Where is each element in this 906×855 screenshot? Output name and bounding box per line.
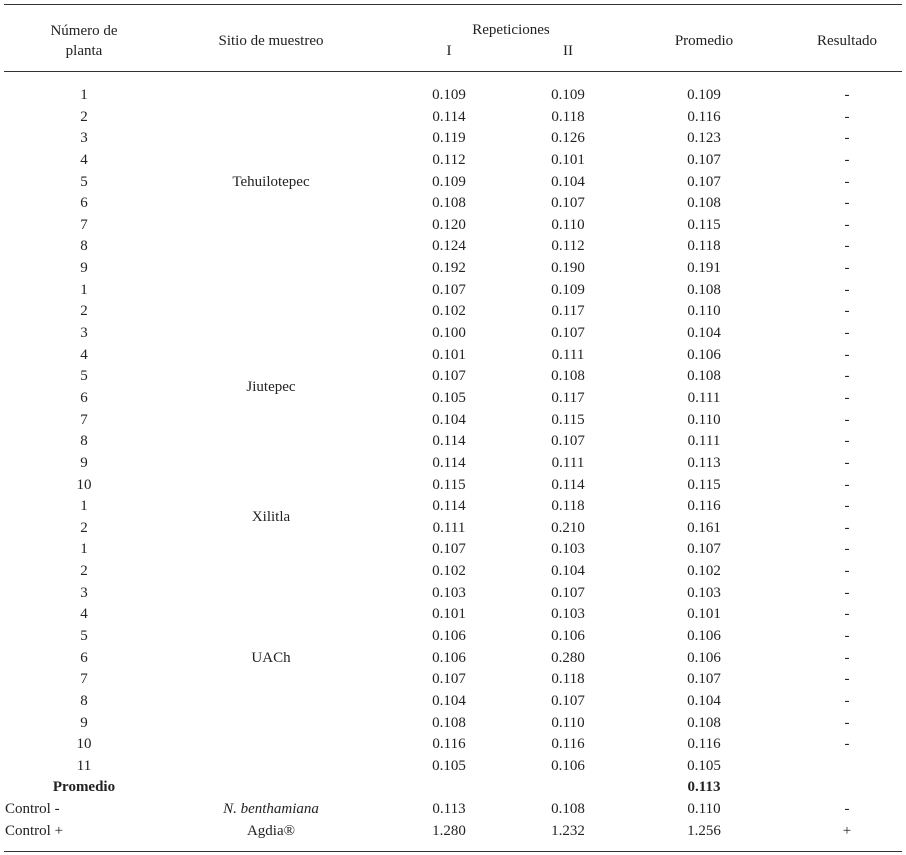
rep-i-cell: 0.105 xyxy=(432,757,466,774)
rep-i-cell: 0.107 xyxy=(432,368,466,385)
planta-cell: 8 xyxy=(80,433,88,450)
resultado-cell: - xyxy=(844,692,850,709)
promedio-cell: 0.161 xyxy=(687,519,721,536)
resultado-cell: - xyxy=(844,454,850,471)
resultado-cell: - xyxy=(844,519,850,536)
rep-ii-cell: 0.190 xyxy=(551,260,585,277)
planta-cell: 7 xyxy=(80,671,88,688)
header-planta-line1: Número de xyxy=(50,23,118,39)
resultado-cell: - xyxy=(844,216,850,233)
resultado-cell: - xyxy=(844,303,850,320)
promedio-cell: 0.107 xyxy=(687,671,721,688)
rep-ii-cell: 0.118 xyxy=(551,671,585,688)
rep-ii-cell: 0.126 xyxy=(551,130,585,147)
resultado-cell: - xyxy=(844,563,850,580)
resultado-cell: - xyxy=(844,476,850,493)
planta-cell: 4 xyxy=(80,151,88,168)
rep-i-cell: 0.124 xyxy=(432,238,466,255)
rep-ii-cell: 0.114 xyxy=(551,476,585,493)
rep-ii-cell: 0.117 xyxy=(551,303,585,320)
rep-i-cell: 0.115 xyxy=(432,476,466,493)
rep-ii-cell: 0.107 xyxy=(551,195,585,212)
promedio-cell: 0.108 xyxy=(687,368,721,385)
planta-cell: 5 xyxy=(80,173,88,190)
planta-cell: 2 xyxy=(80,303,88,320)
resultado-cell: - xyxy=(844,108,850,125)
resultado-cell: - xyxy=(844,671,850,688)
resultado-cell: - xyxy=(844,411,850,428)
planta-cell: 9 xyxy=(80,454,88,471)
rep-i-cell: 0.107 xyxy=(432,671,466,688)
rep-i-cell: 0.102 xyxy=(432,303,466,320)
planta-cell: 11 xyxy=(76,757,92,774)
promedio-cell: 0.106 xyxy=(687,628,721,644)
promedio-cell: 0.115 xyxy=(687,216,721,233)
planta-cell: 8 xyxy=(80,238,88,255)
resultado-cell: - xyxy=(844,346,850,363)
resultado-cell: - xyxy=(844,260,850,277)
planta-cell: 5 xyxy=(80,368,88,385)
rep-i-cell: 0.101 xyxy=(432,346,466,363)
rep-ii-cell: 0.109 xyxy=(551,87,585,103)
planta-cell: 4 xyxy=(80,606,88,623)
resultado-cell: - xyxy=(844,389,850,406)
rep-ii-cell: 0.111 xyxy=(551,454,585,471)
resultado-cell: - xyxy=(844,801,850,818)
rep-i-cell: 0.107 xyxy=(432,281,466,298)
rep-i-cell: 0.120 xyxy=(432,216,466,233)
resultado-cell: + xyxy=(842,822,852,839)
promedio-cell: 0.102 xyxy=(687,563,721,580)
promedio-cell: 0.111 xyxy=(687,433,721,450)
promedio-cell: 0.110 xyxy=(687,411,721,428)
rep-ii-cell: 0.111 xyxy=(551,346,585,363)
promedio-cell: 0.104 xyxy=(687,692,721,709)
planta-cell: 6 xyxy=(80,195,88,212)
rep-ii-cell: 0.106 xyxy=(551,757,585,774)
rep-i-cell: 0.108 xyxy=(432,195,466,212)
header-rep-ii: II xyxy=(563,43,573,59)
promedio-cell: 0.106 xyxy=(687,346,721,363)
resultado-cell: - xyxy=(844,173,850,190)
resultado-cell: - xyxy=(844,325,850,342)
promedio-cell: 0.104 xyxy=(687,325,721,342)
site-label: UACh xyxy=(251,649,291,666)
rep-ii-cell: 0.106 xyxy=(551,628,585,644)
control-sitio-cell: Agdia® xyxy=(246,822,296,839)
planta-cell: 8 xyxy=(80,692,88,709)
rep-i-cell: 0.106 xyxy=(432,628,466,644)
rep-i-cell: 0.104 xyxy=(432,692,466,709)
promedio-cell: 0.101 xyxy=(687,606,721,623)
bottom-rule xyxy=(4,851,902,852)
rep-ii-cell: 0.110 xyxy=(551,714,585,731)
rep-ii-cell: 0.117 xyxy=(551,389,585,406)
promedio-cell: 0.103 xyxy=(687,584,721,601)
promedio-cell: 0.110 xyxy=(687,303,721,320)
rep-ii-cell: 0.104 xyxy=(551,173,585,190)
resultado-cell: - xyxy=(844,584,850,601)
header-resultado: Resultado xyxy=(817,33,877,49)
rep-i-cell: 0.114 xyxy=(432,108,466,125)
promedio-cell: 0.109 xyxy=(687,87,721,103)
rep-i-cell: 0.107 xyxy=(432,541,466,558)
rep-ii-cell: 0.107 xyxy=(551,584,585,601)
resultado-cell: - xyxy=(844,433,850,450)
control-sitio-cell: N. benthamiana xyxy=(223,801,319,818)
resultado-cell: - xyxy=(844,151,850,168)
planta-cell: 9 xyxy=(80,714,88,731)
rep-i-cell: 1.280 xyxy=(432,822,466,839)
rep-i-cell: 0.119 xyxy=(432,130,466,147)
planta-cell: 1 xyxy=(80,281,88,298)
resultado-cell: - xyxy=(844,714,850,731)
rep-i-cell: 0.114 xyxy=(432,454,466,471)
rep-i-cell: 0.113 xyxy=(432,801,466,818)
rep-ii-cell: 0.103 xyxy=(551,606,585,623)
promedio-cell: 0.111 xyxy=(687,389,721,406)
rep-i-cell: 0.111 xyxy=(432,519,466,536)
rep-ii-cell: 0.107 xyxy=(551,325,585,342)
header-rep-i: I xyxy=(446,43,452,59)
promedio-cell: 0.116 xyxy=(687,108,721,125)
rep-i-cell: 0.102 xyxy=(432,563,466,580)
rep-i-cell: 0.100 xyxy=(432,325,466,342)
planta-cell: 1 xyxy=(80,87,88,103)
planta-cell: 6 xyxy=(80,649,88,666)
promedio-cell: 0.108 xyxy=(687,714,721,731)
header-sitio: Sitio de muestreo xyxy=(218,33,324,49)
overall-average-value: 0.113 xyxy=(687,779,721,796)
promedio-cell: 0.107 xyxy=(687,173,721,190)
planta-cell: 7 xyxy=(80,216,88,233)
promedio-cell: 0.116 xyxy=(687,736,721,753)
rep-i-cell: 0.109 xyxy=(432,173,466,190)
site-label: Jiutepec xyxy=(246,379,296,396)
resultado-cell: - xyxy=(844,541,850,558)
planta-cell: 7 xyxy=(80,411,88,428)
rep-ii-cell: 0.108 xyxy=(551,368,585,385)
top-rule xyxy=(4,4,902,5)
rep-i-cell: 0.101 xyxy=(432,606,466,623)
promedio-cell: 0.191 xyxy=(687,260,721,277)
rep-ii-cell: 0.115 xyxy=(551,411,585,428)
planta-cell: 2 xyxy=(80,563,88,580)
resultado-cell: - xyxy=(844,606,850,623)
planta-cell: 4 xyxy=(80,346,88,363)
rep-i-cell: 0.116 xyxy=(432,736,466,753)
rep-ii-cell: 0.116 xyxy=(551,736,585,753)
resultado-cell: - xyxy=(844,498,850,515)
rep-ii-cell: 0.280 xyxy=(551,649,585,666)
control-label: Control - xyxy=(5,801,60,818)
promedio-cell: 0.113 xyxy=(687,454,721,471)
promedio-cell: 0.105 xyxy=(687,757,721,774)
planta-cell: 10 xyxy=(76,736,92,753)
rep-ii-cell: 0.118 xyxy=(551,498,585,515)
promedio-cell: 0.108 xyxy=(687,195,721,212)
planta-cell: 3 xyxy=(80,130,88,147)
control-label: Control + xyxy=(5,822,64,839)
promedio-cell: 0.108 xyxy=(687,281,721,298)
promedio-cell: 0.107 xyxy=(687,541,721,558)
rep-i-cell: 0.109 xyxy=(432,87,466,103)
resultado-cell: - xyxy=(844,736,850,753)
planta-cell: 9 xyxy=(80,260,88,277)
rep-i-cell: 0.105 xyxy=(432,389,466,406)
rep-ii-cell: 0.210 xyxy=(551,519,585,536)
promedio-cell: 1.256 xyxy=(687,822,721,839)
header-planta-line2: planta xyxy=(65,43,103,59)
resultado-cell: - xyxy=(844,87,850,103)
overall-average-label: Promedio xyxy=(52,779,116,796)
planta-cell: 1 xyxy=(80,498,88,515)
rep-ii-cell: 0.110 xyxy=(551,216,585,233)
rep-ii-cell: 0.107 xyxy=(551,433,585,450)
resultado-cell: - xyxy=(844,130,850,147)
rep-i-cell: 0.106 xyxy=(432,649,466,666)
rep-i-cell: 0.112 xyxy=(432,151,466,168)
resultado-cell: - xyxy=(844,238,850,255)
site-label: Xilitla xyxy=(251,508,291,525)
planta-cell: 5 xyxy=(80,628,88,644)
planta-cell: 2 xyxy=(80,519,88,536)
rep-ii-cell: 0.104 xyxy=(551,563,585,580)
rep-i-cell: 0.104 xyxy=(432,411,466,428)
rep-i-cell: 0.192 xyxy=(432,260,466,277)
promedio-cell: 0.107 xyxy=(687,151,721,168)
planta-cell: 3 xyxy=(80,325,88,342)
promedio-cell: 0.123 xyxy=(687,130,721,147)
promedio-cell: 0.116 xyxy=(687,498,721,515)
resultado-cell: - xyxy=(844,649,850,666)
site-label: Tehuilotepec xyxy=(232,173,310,190)
resultado-cell: - xyxy=(844,281,850,298)
header-rule xyxy=(4,71,902,72)
resultado-cell: - xyxy=(844,195,850,212)
rep-ii-cell: 0.118 xyxy=(551,108,585,125)
rep-i-cell: 0.108 xyxy=(432,714,466,731)
rep-ii-cell: 0.101 xyxy=(551,151,585,168)
rep-ii-cell: 0.109 xyxy=(551,281,585,298)
resultado-cell: - xyxy=(844,628,850,644)
rep-ii-cell: 0.108 xyxy=(551,801,585,818)
promedio-cell: 0.110 xyxy=(687,801,721,818)
header-promedio: Promedio xyxy=(674,33,734,49)
rep-ii-cell: 1.232 xyxy=(551,822,585,839)
planta-cell: 6 xyxy=(80,389,88,406)
rep-ii-cell: 0.107 xyxy=(551,692,585,709)
rep-i-cell: 0.114 xyxy=(432,433,466,450)
planta-cell: 3 xyxy=(80,584,88,601)
header-repeticiones: Repeticiones xyxy=(472,22,550,38)
rep-i-cell: 0.103 xyxy=(432,584,466,601)
promedio-cell: 0.118 xyxy=(687,238,721,255)
rep-ii-cell: 0.103 xyxy=(551,541,585,558)
planta-cell: 2 xyxy=(80,108,88,125)
planta-cell: 10 xyxy=(76,476,92,493)
resultado-cell: - xyxy=(844,368,850,385)
promedio-cell: 0.106 xyxy=(687,649,721,666)
planta-cell: 1 xyxy=(80,541,88,558)
rep-i-cell: 0.114 xyxy=(432,498,466,515)
promedio-cell: 0.115 xyxy=(687,476,721,493)
rep-ii-cell: 0.112 xyxy=(551,238,585,255)
